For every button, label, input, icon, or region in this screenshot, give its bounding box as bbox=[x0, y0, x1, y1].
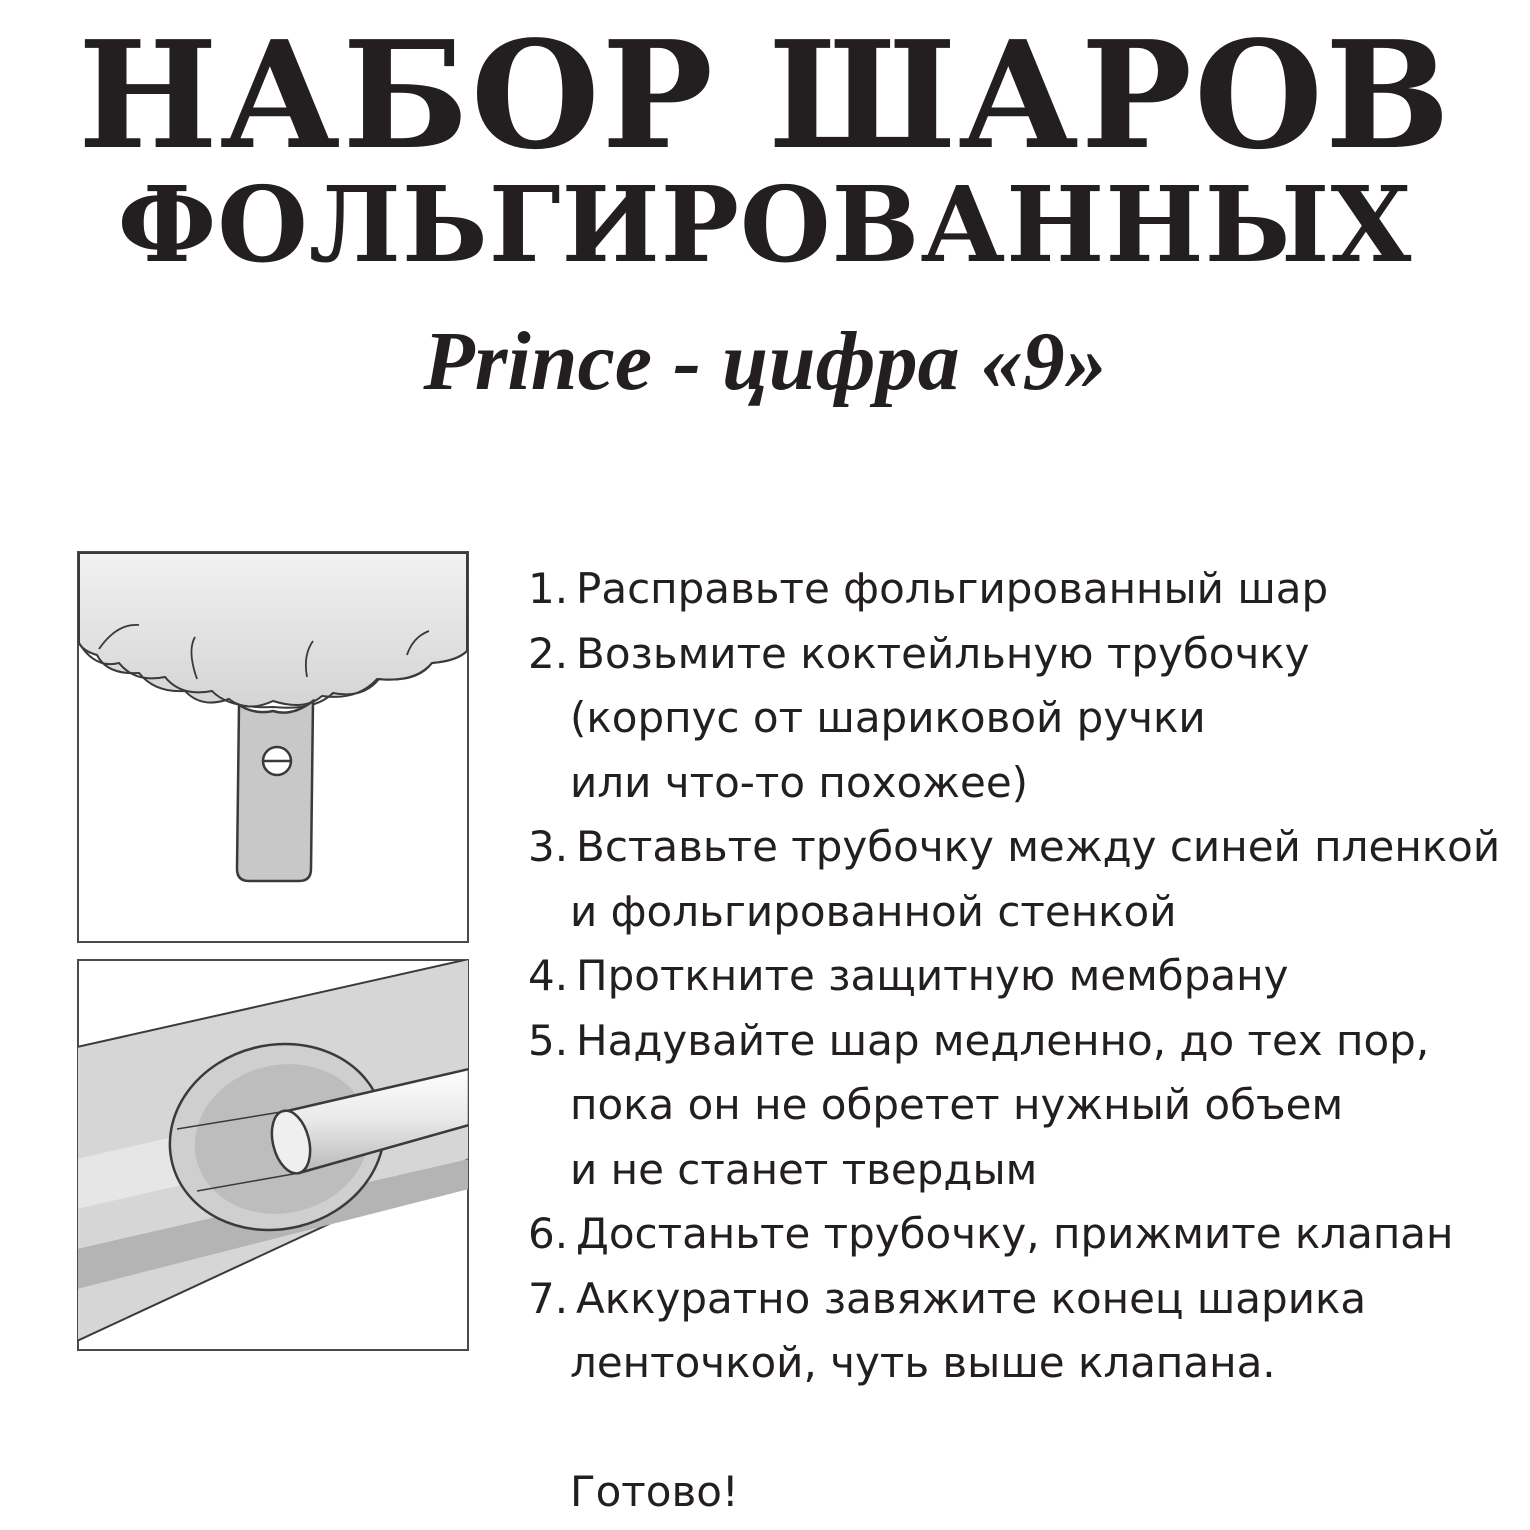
step-number: 7. bbox=[528, 1273, 569, 1323]
step-text: или что-то похожее) bbox=[570, 757, 1029, 807]
instruction-steps bbox=[528, 557, 1518, 1396]
step-5 bbox=[528, 1009, 1518, 1203]
step-3 bbox=[528, 815, 1518, 944]
step-text: Аккуратно завяжите конец шарика bbox=[576, 1273, 1367, 1323]
step-text: ленточкой, чуть выше клапана. bbox=[570, 1338, 1276, 1387]
straw-in-valve-illustration bbox=[77, 959, 469, 1351]
step-text: и фольгированной стенкой bbox=[570, 886, 1177, 936]
step-text: (корпус от шариковой ручки bbox=[570, 693, 1206, 742]
step-text: Надувайте шар медленно, до тех пор, bbox=[576, 1015, 1430, 1065]
step-4 bbox=[528, 944, 1518, 1009]
step-text: Расправьте фольгированный шар bbox=[576, 564, 1329, 613]
balloon-valve-illustration bbox=[77, 551, 469, 943]
step-2 bbox=[528, 622, 1518, 816]
step-7 bbox=[528, 1267, 1518, 1396]
deflated-foil-balloon-valve-icon bbox=[77, 551, 469, 943]
step-text: и не станет твердым bbox=[570, 1144, 1038, 1194]
step-number: 6. bbox=[528, 1209, 569, 1258]
step-number: 2. bbox=[528, 628, 569, 678]
step-number: 5. bbox=[528, 1015, 569, 1065]
step-number: 1. bbox=[528, 564, 569, 613]
done-label: Готово! bbox=[570, 1467, 739, 1516]
step-text: пока он не обретет нужный объем bbox=[570, 1080, 1344, 1129]
step-text: Вставьте трубочку между синей пленкой bbox=[576, 822, 1501, 871]
step-number: 3. bbox=[528, 822, 569, 871]
step-text: Достаньте трубочку, прижмите клапан bbox=[576, 1209, 1454, 1258]
step-text: Проткните защитную мембрану bbox=[576, 951, 1289, 1000]
step-6 bbox=[528, 1202, 1518, 1267]
page-title-line2: ФОЛЬГИРОВАННЫХ bbox=[117, 163, 1413, 286]
page-subtitle: Prince - цифра «9» bbox=[423, 315, 1107, 408]
straw-in-valve-icon bbox=[77, 959, 469, 1351]
step-text: Возьмите коктейльную трубочку bbox=[576, 628, 1310, 678]
step-number: 4. bbox=[528, 951, 569, 1000]
step-1 bbox=[528, 557, 1518, 622]
page-title-line1: НАБОР ШАРОВ bbox=[77, 8, 1453, 182]
